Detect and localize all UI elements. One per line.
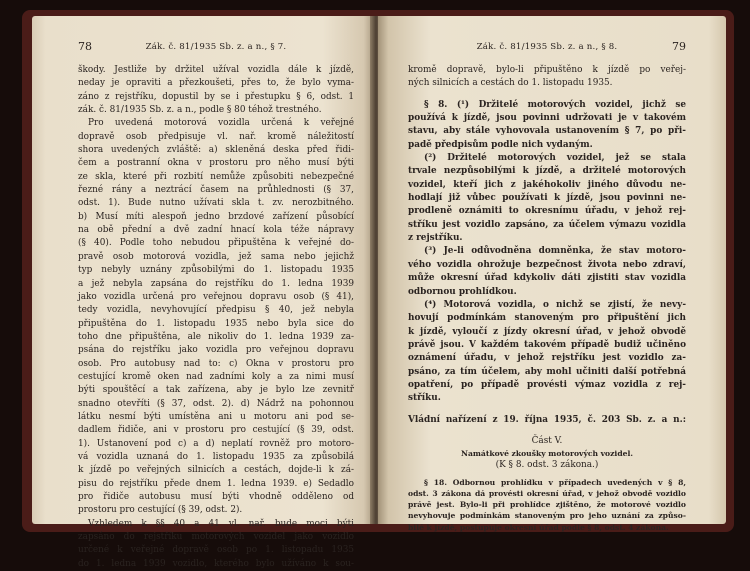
spacer: [408, 427, 686, 435]
running-head: Zák. č. 81/1935 Sb. z. a n., § 7.: [145, 42, 287, 52]
text-line: osob. Pro autobusy nad to: c) Okna v prostoru pro: [78, 358, 354, 369]
text-line: Namátkové zkoušky motorových vozidel.: [461, 449, 633, 459]
text-line: odbornou prohlídkou.: [408, 286, 517, 297]
left-page-header: [78, 42, 354, 58]
text-line: a jež nebyla zapsána do rejstříku do 1. ledna 1939: [78, 278, 354, 289]
text-line: dopravě osob předpisuje vl. nař. kromě náležitostí: [78, 131, 354, 142]
text-line: toho dne připuštěna, ale nikoliv do 1. ledna 1939 za-: [78, 331, 354, 342]
text-line: škody. Jestliže by držitel užíval vozidla dále k jízdě,: [78, 65, 354, 75]
text-line: na obě přední a dvě zadní hnací kola téže nápravy: [78, 225, 354, 236]
text-line: právě jest. Bylo-li při prohlídce zjištěno, že motorové vozidlo: [408, 500, 686, 510]
text-line: snadno otevříti (§ 37, odst. 2). d) Nádrž na pohonnou: [78, 398, 354, 409]
text-line: ze skla, které při rozbití nemůže způsobiti nebezpečné: [78, 171, 354, 182]
page-number: 78: [78, 40, 92, 53]
text-line: vá vozidla uznaná do 1. listopadu 1935 za způsobilá: [78, 451, 354, 462]
text-line: cestující kromě oken nad zadními koly a za nimi musí: [78, 371, 354, 382]
text-line: prostoru pro cestující (§ 39, odst. 2).: [78, 505, 243, 516]
right-page-body: [408, 64, 686, 533]
text-line: vozidel, kteří jich z jakéhokoliv jiného důvodu ne-: [408, 179, 686, 190]
text-line: typ nebyly uznány způsobilými do 1. listopadu 1935: [78, 265, 354, 276]
text-line: k jízdě po veřejných silnicích a cestách, dojde-li k zá-: [78, 465, 354, 476]
text-line: připuštěna do 1. listopadu 1935 nebo byla sice do: [78, 318, 354, 329]
running-head: Zák. č. 81/1935 Sb. z. a n., § 8.: [476, 42, 618, 52]
text-line: používá k jízdě, jsou povinni udržovati je v takovém: [408, 113, 686, 124]
text-line: Část V.: [531, 435, 563, 446]
text-line: ných silnicích a cestách do 1. listopadu 1935.: [408, 78, 613, 89]
left-page-body: [78, 64, 354, 571]
text-line: stříku jest vozidlo zapsáno, za účelem výmazu vozidla: [408, 219, 686, 230]
text-line: prodleně oznámiti to okresnímu úřadu, v jehož rej-: [408, 206, 686, 217]
text-line: tedy vozidla, nevyhovující předpisu § 40, jež nebyla: [78, 305, 354, 316]
text-line: padě předpisům podle nich vydaným.: [408, 139, 593, 150]
text-line: právě jsou. V každém takovém případě budiž učiněno: [408, 339, 686, 350]
page-number: 79: [672, 40, 686, 53]
text-line: hovují podmínkám stanoveným pro připuštění jich: [408, 313, 686, 324]
text-line: dadlem řidiče, ani v prostoru pro cestující (§ 39, odst.: [78, 425, 354, 436]
text-line: k jízdě, vyloučí z jízdy okresní úřad, v jehož obvodě: [408, 326, 686, 337]
spacer: [408, 406, 686, 414]
text-line: býti spouštěcí a tak zařízena, aby je bylo lze zevnitř: [78, 385, 354, 396]
text-line: bilé k jízdě, postupuje okresní úřad podle § 8, odst. 4 zákona.: [408, 522, 669, 532]
text-line: Pro uvedená motorová vozidla určená k veřejné: [88, 118, 354, 129]
text-line: stříku.: [408, 393, 441, 404]
text-line: neday je opraviti a přezkoušeti, přes to, že bylo vyma-: [78, 78, 354, 89]
text-line: (⁴) Motorová vozidla, o nichž se zjistí, že nevy-: [424, 299, 686, 310]
text-line: stavu, aby stále vyhovovala ustanovením § 7, po při-: [408, 126, 686, 137]
text-line: shora uvedených zvláště: a) skleněná deska před řidi-: [78, 145, 354, 156]
text-line: Vládní nařízení z 19. října 1935, č. 203 Sb. z. a n.:: [408, 414, 686, 425]
text-line: opatření, po případě provésti výmaz vozidla z rej-: [408, 379, 686, 390]
text-line: (²) Držitelé motorových vozidel, jež se stala: [424, 153, 686, 164]
text-line: oznámení úřadu, v jehož rejstříku jest vozidlo za-: [408, 353, 686, 364]
text-line: pravě osob motorová vozidla, jež sama nebo jejichž: [78, 251, 354, 262]
text-line: (K § 8. odst. 3 zákona.): [495, 460, 599, 471]
text-line: z rejstříku.: [408, 233, 463, 244]
text-line: § 18. Odbornou prohlídku v případech uvedených v § 8,: [424, 477, 686, 487]
right-page-header: [408, 42, 686, 58]
spacer: [408, 91, 686, 99]
text-line: do 1. ledna 1939 vozidlo, kterého bylo užíváno k sou-: [78, 558, 354, 569]
text-line: zapsáno do rejstříku motorových vozidel jako vozidlo: [78, 532, 354, 543]
text-line: látku nesmí býti umístěna ani u motoru ani pod se-: [78, 411, 354, 422]
text-line: odst. 1). Bude nutno užívati skla t. zv. nerozbitného.: [78, 198, 354, 209]
left-page: [32, 16, 374, 569]
text-line: může okresní úřad kdykoliv dáti zjistiti stav vozidla: [408, 273, 686, 284]
text-line: (§ 40). Podle toho nebudou připuštěna k veřejné do-: [78, 238, 354, 249]
text-line: § 8. (¹) Držitelé motorových vozidel, jichž se: [424, 99, 686, 110]
text-line: řezné rány a neztrácí časem na průhlednosti (§ 37,: [78, 185, 354, 196]
text-line: b) Musí míti alespoň jedno brzdové zařízení působící: [78, 211, 354, 222]
text-line: hodlají již vůbec používati k jízdě, jsou povinni ne-: [408, 193, 686, 204]
text-line: záno z rejstříku, dopustil by se i přestupku § 6, odst. 1: [78, 91, 354, 102]
text-line: vého vozidla ohrožuje bezpečnost života nebo zdraví,: [408, 259, 686, 270]
text-line: psána do rejstříku jako vozidla pro veřejnou dopravu: [78, 345, 354, 356]
text-line: (³) Je-li odůvodněna domněnka, že stav motoro-: [424, 246, 686, 257]
text-line: pisu do rejstříku přede dnem 1. ledna 1939. e) Sedadlo: [78, 478, 354, 489]
text-line: 1). Ustanovení pod c) a d) neplatí rovněž pro motoro-: [78, 438, 354, 449]
text-line: Vzhledem k §§ 40 a 41 vl. nař. bude moci býti: [88, 518, 354, 529]
text-line: nevyhovuje podmínkám stanoveným pro jeho uznání za způso-: [408, 511, 686, 521]
text-line: kromě dopravě, bylo-li připuštěno k jízdě po veřej-: [408, 65, 686, 75]
text-line: čem a postranní okna v prostoru pro něho musí býti: [78, 158, 354, 169]
text-line: trvale nezpůsobilými k jízdě, a držitelé motorových: [408, 166, 686, 177]
text-line: pro řidiče autobusu musí býti vhodně odděleno od: [78, 492, 354, 502]
text-line: psáno, za tím účelem, aby mohl učiniti další potřebná: [408, 366, 686, 377]
text-line: odst. 3 zákona dá provésti okresní úřad, v jehož obvodě vozidlo: [408, 489, 686, 498]
text-line: zák. č. 81/1935 Sb. z. a n., podle § 80 téhož trestného.: [78, 105, 322, 116]
right-page: [378, 16, 726, 532]
text-line: jako vozidla určená pro veřejnou dopravu osob (§ 41),: [78, 291, 354, 302]
text-line: určené k veřejné dopravě osob po 1. listopadu 1935: [78, 545, 354, 556]
